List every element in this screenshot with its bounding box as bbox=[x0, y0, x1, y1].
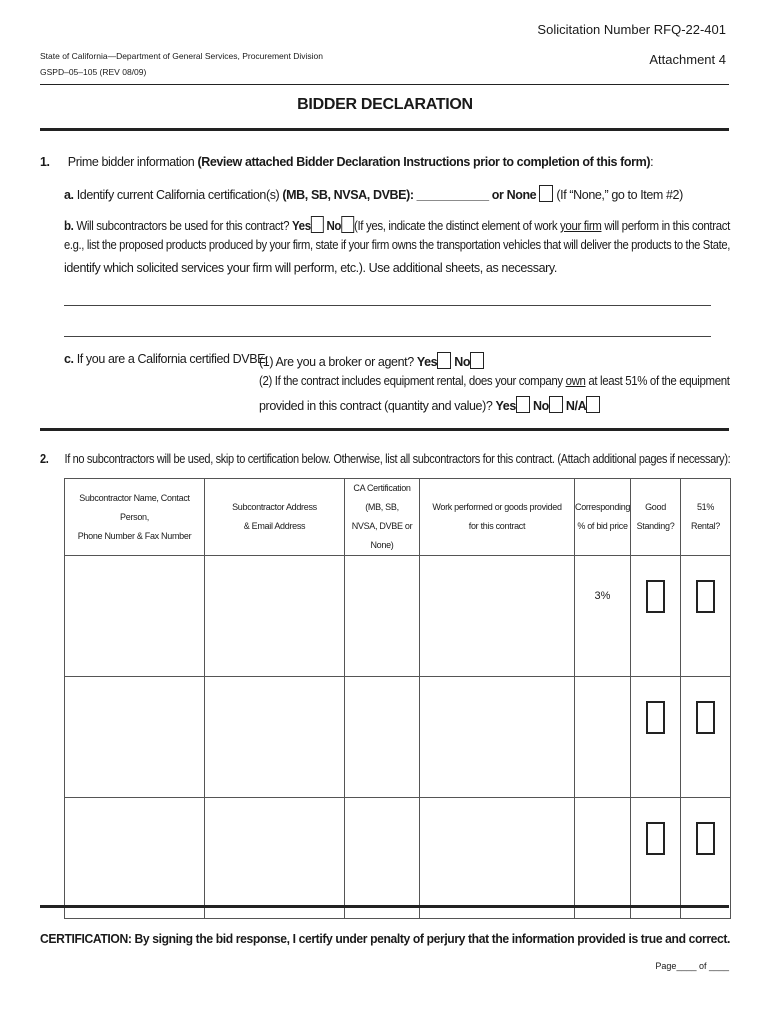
cell-certification[interactable] bbox=[345, 556, 420, 677]
title-rule bbox=[40, 128, 729, 131]
col-subcontractor-name: Subcontractor Name, Contact Person, Phone Number & Fax Number bbox=[65, 479, 205, 556]
cell-work[interactable] bbox=[420, 556, 575, 677]
table-row bbox=[65, 798, 731, 919]
page-number: Page____ of ____ bbox=[655, 961, 729, 971]
rental-checkbox[interactable] bbox=[696, 580, 715, 613]
item1b-row: b. Will subcontractors be used for this contract? Yes No (If yes, indicate the distinct element of work your firm will perform in this contract bbox=[64, 216, 730, 233]
item1c-q2: (2) If the contract includes equipment rental, does your company own at least 51% of the equipment bbox=[259, 374, 730, 388]
item1b-line3: identify which solicited services your firm will perform, etc.). Use additional sheets, as necessary. bbox=[64, 261, 557, 275]
cell-good-standing bbox=[631, 798, 681, 919]
item1-number: 1. bbox=[40, 155, 50, 169]
none-checkbox[interactable] bbox=[539, 185, 553, 202]
rental-yes-checkbox[interactable] bbox=[516, 396, 530, 413]
cell-rental bbox=[681, 798, 731, 919]
answer-line-2[interactable] bbox=[64, 336, 711, 337]
cell-address[interactable] bbox=[205, 798, 345, 919]
cell-address[interactable] bbox=[205, 556, 345, 677]
solicitation-number: Solicitation Number RFQ-22-401 bbox=[537, 22, 726, 37]
col-good-standing: Good Standing? bbox=[631, 479, 681, 556]
cell-work[interactable] bbox=[420, 677, 575, 798]
item1a-row: a. Identify current California certification(s) (MB, SB, NVSA, DVBE): ___________ or None (If “None,” go to Item #2) bbox=[64, 185, 683, 202]
cell-address[interactable] bbox=[205, 677, 345, 798]
cell-certification[interactable] bbox=[345, 677, 420, 798]
item1c-q1: (1) Are you a broker or agent? Yes No bbox=[259, 352, 484, 369]
cell-rental bbox=[681, 556, 731, 677]
certification-text: CERTIFICATION: By signing the bid response, I certify under penalty of perjury that the information provided is true and correct. bbox=[40, 932, 731, 946]
col-ca-certification: CA Certification (MB, SB, NVSA, DVBE or None) bbox=[345, 479, 420, 556]
rental-na-checkbox[interactable] bbox=[586, 396, 600, 413]
cell-rental bbox=[681, 677, 731, 798]
cell-bid-percent[interactable] bbox=[575, 556, 631, 677]
item1c-label: c. If you are a California certified DVBE: bbox=[64, 352, 269, 366]
good-standing-checkbox[interactable] bbox=[646, 580, 665, 613]
section-rule bbox=[40, 428, 729, 431]
certification-rule bbox=[40, 905, 729, 908]
attachment-label: Attachment 4 bbox=[649, 52, 726, 67]
rental-no-checkbox[interactable] bbox=[549, 396, 563, 413]
table-row bbox=[65, 677, 731, 798]
header-rule bbox=[40, 84, 729, 85]
cell-bid-percent[interactable] bbox=[575, 798, 631, 919]
cell-name[interactable] bbox=[65, 556, 205, 677]
good-standing-checkbox[interactable] bbox=[646, 822, 665, 855]
item1b-line2: e.g., list the proposed products produced by your firm, state if your firm owns the transportation vehicles that will deliver the products to the State, bbox=[64, 238, 731, 252]
col-work-performed: Work performed or goods provided for this contract bbox=[420, 479, 575, 556]
good-standing-checkbox[interactable] bbox=[646, 701, 665, 734]
cell-name[interactable] bbox=[65, 677, 205, 798]
col-subcontractor-address: Subcontractor Address & Email Address bbox=[205, 479, 345, 556]
page-title: BIDDER DECLARATION bbox=[297, 96, 473, 113]
agency-name: State of California—Department of General Services, Procurement Division bbox=[40, 51, 323, 61]
col-rental: 51% Rental? bbox=[681, 479, 731, 556]
cell-good-standing bbox=[631, 556, 681, 677]
subcontractors-yes-checkbox[interactable] bbox=[311, 216, 324, 233]
subcontractor-table bbox=[64, 478, 731, 919]
cell-work[interactable] bbox=[420, 798, 575, 919]
bid-percent-value: 3% bbox=[594, 590, 611, 602]
cell-good-standing bbox=[631, 677, 681, 798]
item2-heading: 2. If no subcontractors will be used, skip to certification below. Otherwise, list all subcontractors for this contract. (Attach additional pages if necessary): bbox=[40, 452, 731, 466]
rental-checkbox[interactable] bbox=[696, 822, 715, 855]
col-bid-percent: Corresponding % of bid price bbox=[575, 479, 631, 556]
form-id: GSPD–05–105 (REV 08/09) bbox=[40, 67, 147, 77]
cell-name[interactable] bbox=[65, 798, 205, 919]
cell-bid-percent[interactable] bbox=[575, 677, 631, 798]
broker-yes-checkbox[interactable] bbox=[437, 352, 451, 369]
cell-certification[interactable] bbox=[345, 798, 420, 919]
answer-line-1[interactable] bbox=[64, 305, 711, 306]
broker-no-checkbox[interactable] bbox=[470, 352, 484, 369]
rental-checkbox[interactable] bbox=[696, 701, 715, 734]
item1-heading: 1. Prime bidder information (Review attached Bidder Declaration Instructions prior to completion of this form): bbox=[40, 155, 654, 169]
subcontractors-no-checkbox[interactable] bbox=[341, 216, 354, 233]
item1c-q2-line2: provided in this contract (quantity and value)? Yes No N/A bbox=[259, 396, 600, 413]
table-row bbox=[65, 556, 731, 677]
